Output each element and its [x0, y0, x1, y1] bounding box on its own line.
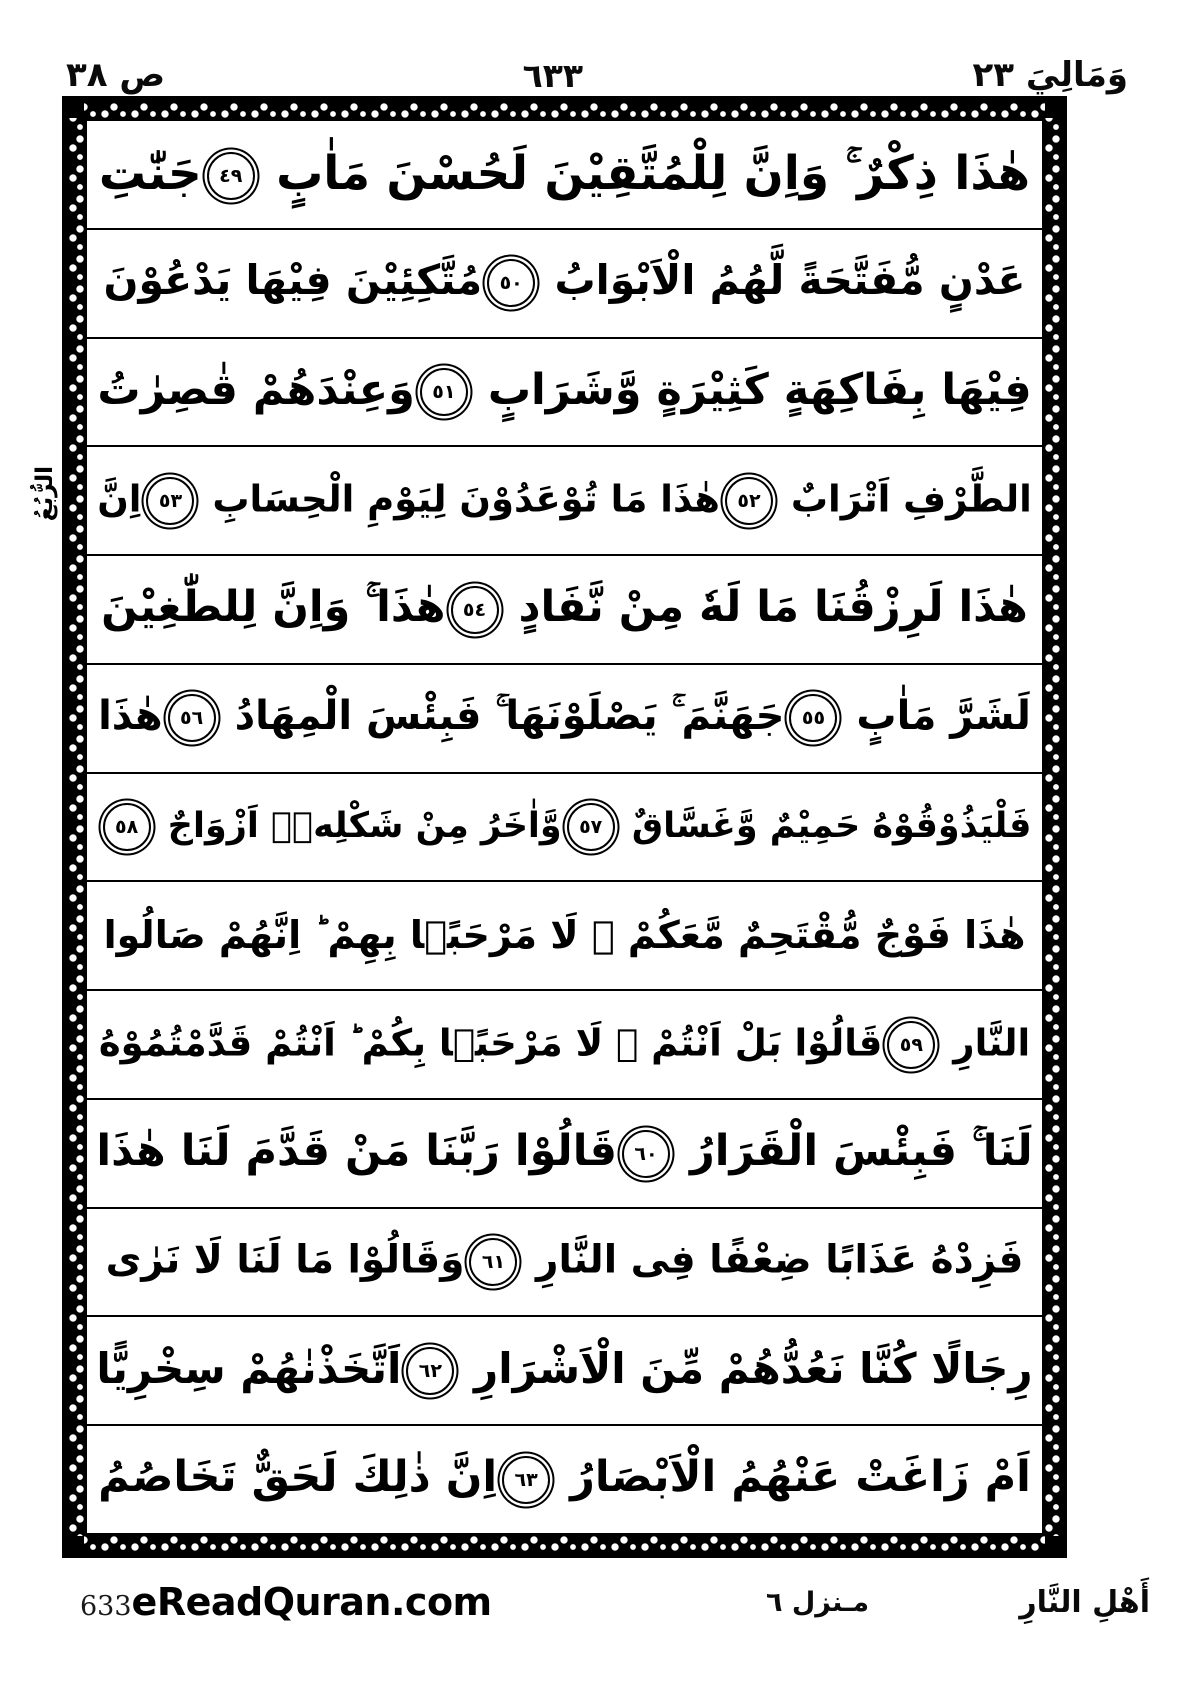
ayah-number-marker: ٥٢ [725, 477, 773, 525]
ayah-number-marker: ٥٩ [887, 1021, 935, 1069]
manzil-label: مـنزل ٦ [765, 1586, 870, 1618]
footer-right-group [62, 1580, 492, 1624]
ayah-text-segment: النَّارِ [940, 1021, 1031, 1064]
footer-page-number: 633 [80, 1591, 132, 1622]
ayah-text-segment: الطَّرْفِ اَتْرَابٌ [777, 477, 1032, 521]
ayah-number-marker: ٦٠ [622, 1130, 670, 1178]
ayah-text-segment: مُتَّكِئِيْنَ فِيْهَا يَدْعُوْنَ [103, 256, 483, 305]
ayah-text-segment: قَالُوْا بَلْ اَنْتُمْ ۫ لَا مَرْحَبًۢا بِكُمْ ؕ اَنْتُمْ قَدَّمْتُمُوْهُ [98, 1021, 883, 1064]
ayah-text-segment: فِيْهَا بِفَاكِهَةٍ كَثِيْرَةٍ وَّشَرَابٍ [472, 364, 1032, 415]
ayah-line [87, 665, 1042, 774]
ayah-line-text [95, 694, 1034, 742]
ayah-text-segment: فَلْيَذُوْقُوْهُ حَمِيْمٌ وَّغَسَّاقٌ [619, 805, 1032, 846]
page-footer [62, 1572, 1150, 1632]
footer-center-group [704, 1586, 870, 1618]
ayah-line [87, 882, 1042, 991]
ayah-line-text [95, 1021, 1034, 1069]
ayah-number-marker: ٥٣ [146, 477, 194, 525]
ayah-line [87, 1100, 1042, 1209]
page-header [62, 36, 1130, 95]
ayah-line-text [95, 477, 1034, 525]
ayah-text-segment: لَنَا ۚ فَبِئْسَ الْقَرَارُ [675, 1126, 1033, 1177]
ayah-text-segment: اَمْ زَاغَتْ عَنْهُمُ الْاَبْصَارُ [555, 1452, 1031, 1503]
ayah-text-segment: وَّاٰخَرُ مِنْ شَكْلِهٖۤ اَزْوَاجٌ [155, 805, 562, 846]
ayah-text-segment: جَهَنَّمَ ۚ يَصْلَوْنَهَا ۚ فَبِئْسَ الْمِهَادُ [220, 693, 785, 740]
ayah-text-segment: هٰذَا ۚ وَاِنَّ لِلطّٰغِيْنَ [101, 582, 446, 633]
ayah-text-segment: عَدْنٍ مُّفَتَّحَةً لَّهُمُ الْاَبْوَابُ [540, 256, 1026, 305]
ayah-text-segment: هٰذَا ذِكْرٌ ۚ وَاِنَّ لِلْمُتَّقِيْنَ لَحُسْنَ مَاٰبٍ [259, 145, 1031, 201]
surah-label: ص ٣٨ [66, 55, 166, 95]
ayah-text-segment: رِجَالًا كُنَّا نَعُدُّهُمْ مِّنَ الْاَشْرَارِ [459, 1343, 1033, 1393]
ayah-line [87, 991, 1042, 1100]
footer-left-group [1019, 1585, 1150, 1620]
ayah-text-segment: لَشَرَّ مَاٰبٍ [842, 693, 1031, 740]
rub-margin-label: الرُّبُعُ [32, 466, 58, 522]
juz-label: وَمَالِيَ ٢٣ [972, 55, 1128, 95]
ayah-number-marker: ٦١ [469, 1238, 517, 1286]
ayah-text-segment: هٰذَا مَا تُوْعَدُوْنَ لِيَوْمِ الْحِسَابِ [199, 477, 720, 521]
ayah-text-segment: جَنّٰتِ [98, 145, 202, 201]
ayah-text-segment: اِنَّ [97, 477, 142, 521]
ornament-corner-bottom-left-icon [69, 1536, 84, 1551]
ayah-number-marker: ٥١ [420, 368, 468, 416]
ornament-corner-top-right-icon [1045, 103, 1060, 118]
ayah-line [87, 1209, 1042, 1318]
ayah-line-text [95, 803, 1034, 851]
ayah-text-segment: اَتَّخَذْنٰهُمْ سِخْرِيًّا [96, 1343, 402, 1393]
ayah-number-marker: ٦٢ [406, 1347, 454, 1395]
ornament-corner-bottom-right-icon [1045, 1536, 1060, 1551]
ayah-number-marker: ٦٣ [502, 1456, 550, 1504]
footer-topic-label: أَهْلِ النَّارِ [1019, 1584, 1150, 1620]
ayah-line-text [95, 1126, 1034, 1178]
ayah-line [87, 774, 1042, 883]
ayah-line-text [95, 912, 1034, 957]
ornament-band-left-icon [69, 103, 84, 1551]
ayah-text-segment: قَالُوْا رَبَّنَا مَنْ قَدَّمَ لَنَا هٰذَا [96, 1126, 618, 1177]
ayah-number-marker: ٥٤ [451, 586, 499, 634]
ayah-number-marker: ٥٠ [487, 259, 535, 307]
ayah-number-marker: ٥٦ [168, 694, 216, 742]
ayah-line-text [95, 1238, 1034, 1286]
ayah-line [87, 230, 1042, 339]
rub-margin-mark [28, 404, 62, 584]
ayah-line-text [95, 364, 1034, 417]
ayah-text-segment: فَزِدْهُ عَذَابًا ضِعْفًا فِى النَّارِ [522, 1237, 1024, 1283]
ayah-text-segment: هٰذَا فَوْجٌ مُّقْتَحِمٌ مَّعَكُمْ ۚ لَا مَرْحَبًۢا بِهِمْ ؕ اِنَّهُمْ صَالُوا [103, 912, 1026, 957]
ornament-band-bottom-icon [69, 1536, 1060, 1551]
header-page-number: ٦٣٣ [522, 56, 584, 95]
ayah-line-text [95, 582, 1034, 634]
scripture-text-block [87, 121, 1042, 1533]
ayah-line [87, 121, 1042, 230]
ayah-line-text [95, 256, 1034, 307]
ornament-corner-top-left-icon [69, 103, 84, 118]
ayah-line [87, 556, 1042, 665]
ayah-line-text [95, 1452, 1034, 1504]
ayah-line-text [95, 1343, 1034, 1396]
ayah-line [87, 1317, 1042, 1426]
ayah-text-segment: وَقَالُوْا مَا لَنَا لَا نَرٰى [105, 1237, 465, 1283]
ayah-line [87, 447, 1042, 556]
ayah-number-marker: ٥٨ [103, 803, 151, 851]
decorative-frame [62, 96, 1067, 1558]
ayah-number-marker: ٥٧ [567, 803, 615, 851]
ornament-band-top-icon [69, 103, 1060, 118]
ayah-text-segment: هٰذَا لَرِزْقُنَا مَا لَهٗ مِنْ نَّفَادٍ [503, 582, 1028, 633]
ayah-number-marker: ٥٥ [789, 694, 837, 742]
ayah-text-segment: اِنَّ ذٰلِكَ لَحَقٌّ تَخَاصُمُ [98, 1452, 498, 1503]
ayah-text-segment: وَعِنْدَهُمْ قٰصِرٰتُ [97, 364, 415, 415]
ayah-line [87, 1426, 1042, 1533]
ayah-text-segment: هٰذَا [98, 693, 163, 740]
brand-link[interactable]: eReadQuran.com [131, 1580, 492, 1624]
ayah-line-text [95, 145, 1034, 201]
ornament-band-right-icon [1045, 103, 1060, 1551]
ayah-line [87, 339, 1042, 448]
ayah-number-marker: ٤٩ [207, 152, 255, 200]
